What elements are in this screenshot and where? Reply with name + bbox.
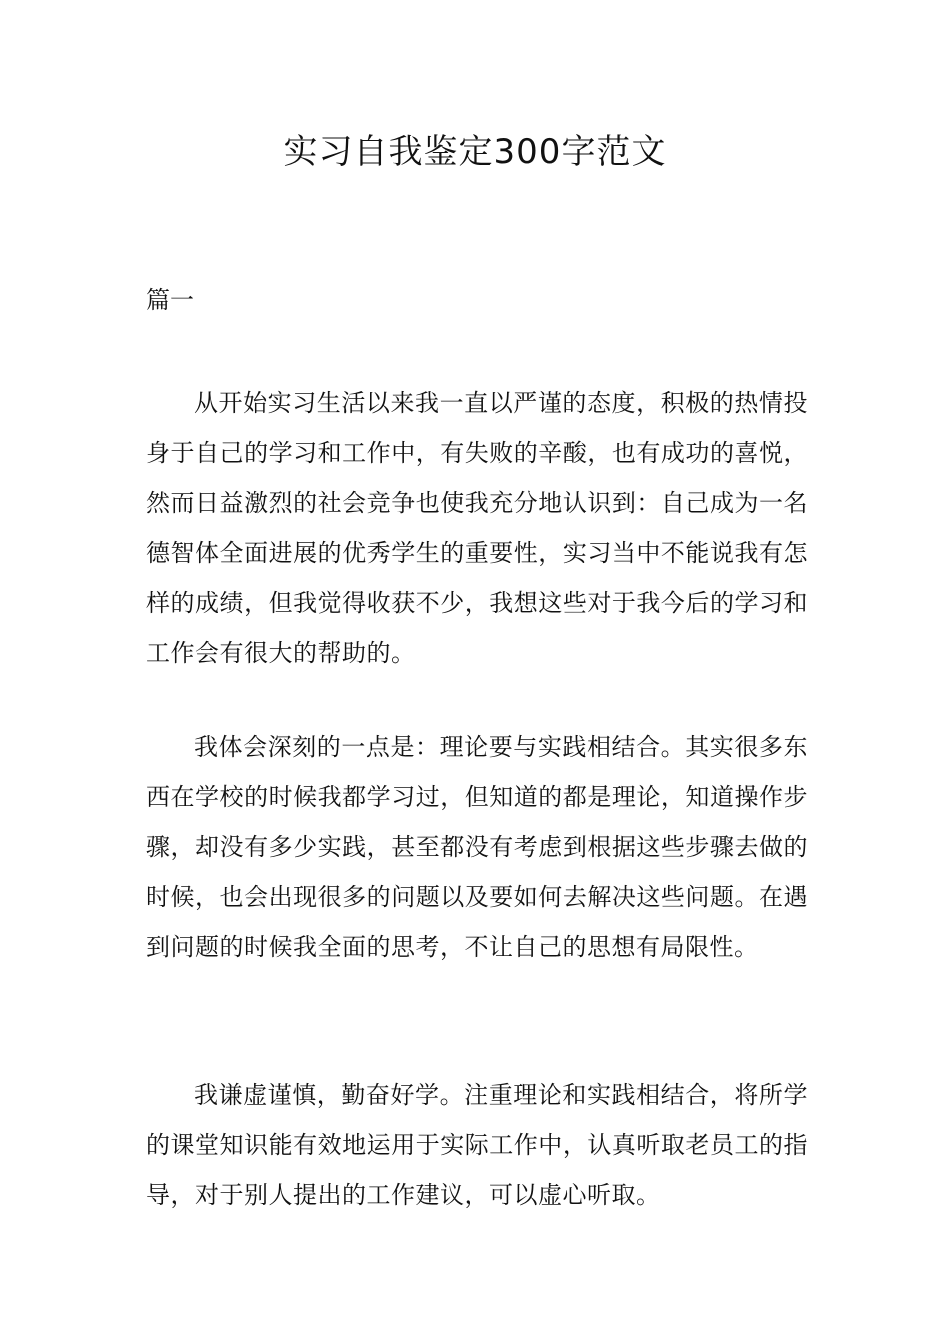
paragraph-3: 我谦虚谨慎，勤奋好学。注重理论和实践相结合，将所学的课堂知识能有效地运用于实际工作中，认真听取老员工的指导，对于别人提出的工作建议，可以虚心听取。 xyxy=(146,1081,808,1209)
document-title: 实习自我鉴定300字范文 xyxy=(283,132,667,172)
paragraph-2: 我体会深刻的一点是：理论要与实践相结合。其实很多东西在学校的时候我都学习过，但知道的都是理论，知道操作步骤，却没有多少实践，甚至都没有考虑到根据这些步骤去做的时候，也会出现很多的问题以及要如何去解决这些问题。在遇到问题的时候我全面的思考，不让自己的思想有局限性。 xyxy=(146,733,808,961)
section-label: 篇一 xyxy=(146,286,194,314)
paragraph-1: 从开始实习生活以来我一直以严谨的态度，积极的热情投身于自己的学习和工作中，有失败的辛酸，也有成功的喜悦，然而日益激烈的社会竞争也使我充分地认识到：自己成为一名德智体全面进展的优秀学生的重要性，实习当中不能说我有怎样的成绩，但我觉得收获不少，我想这些对于我今后的学习和工作会有很大的帮助的。 xyxy=(146,389,808,667)
